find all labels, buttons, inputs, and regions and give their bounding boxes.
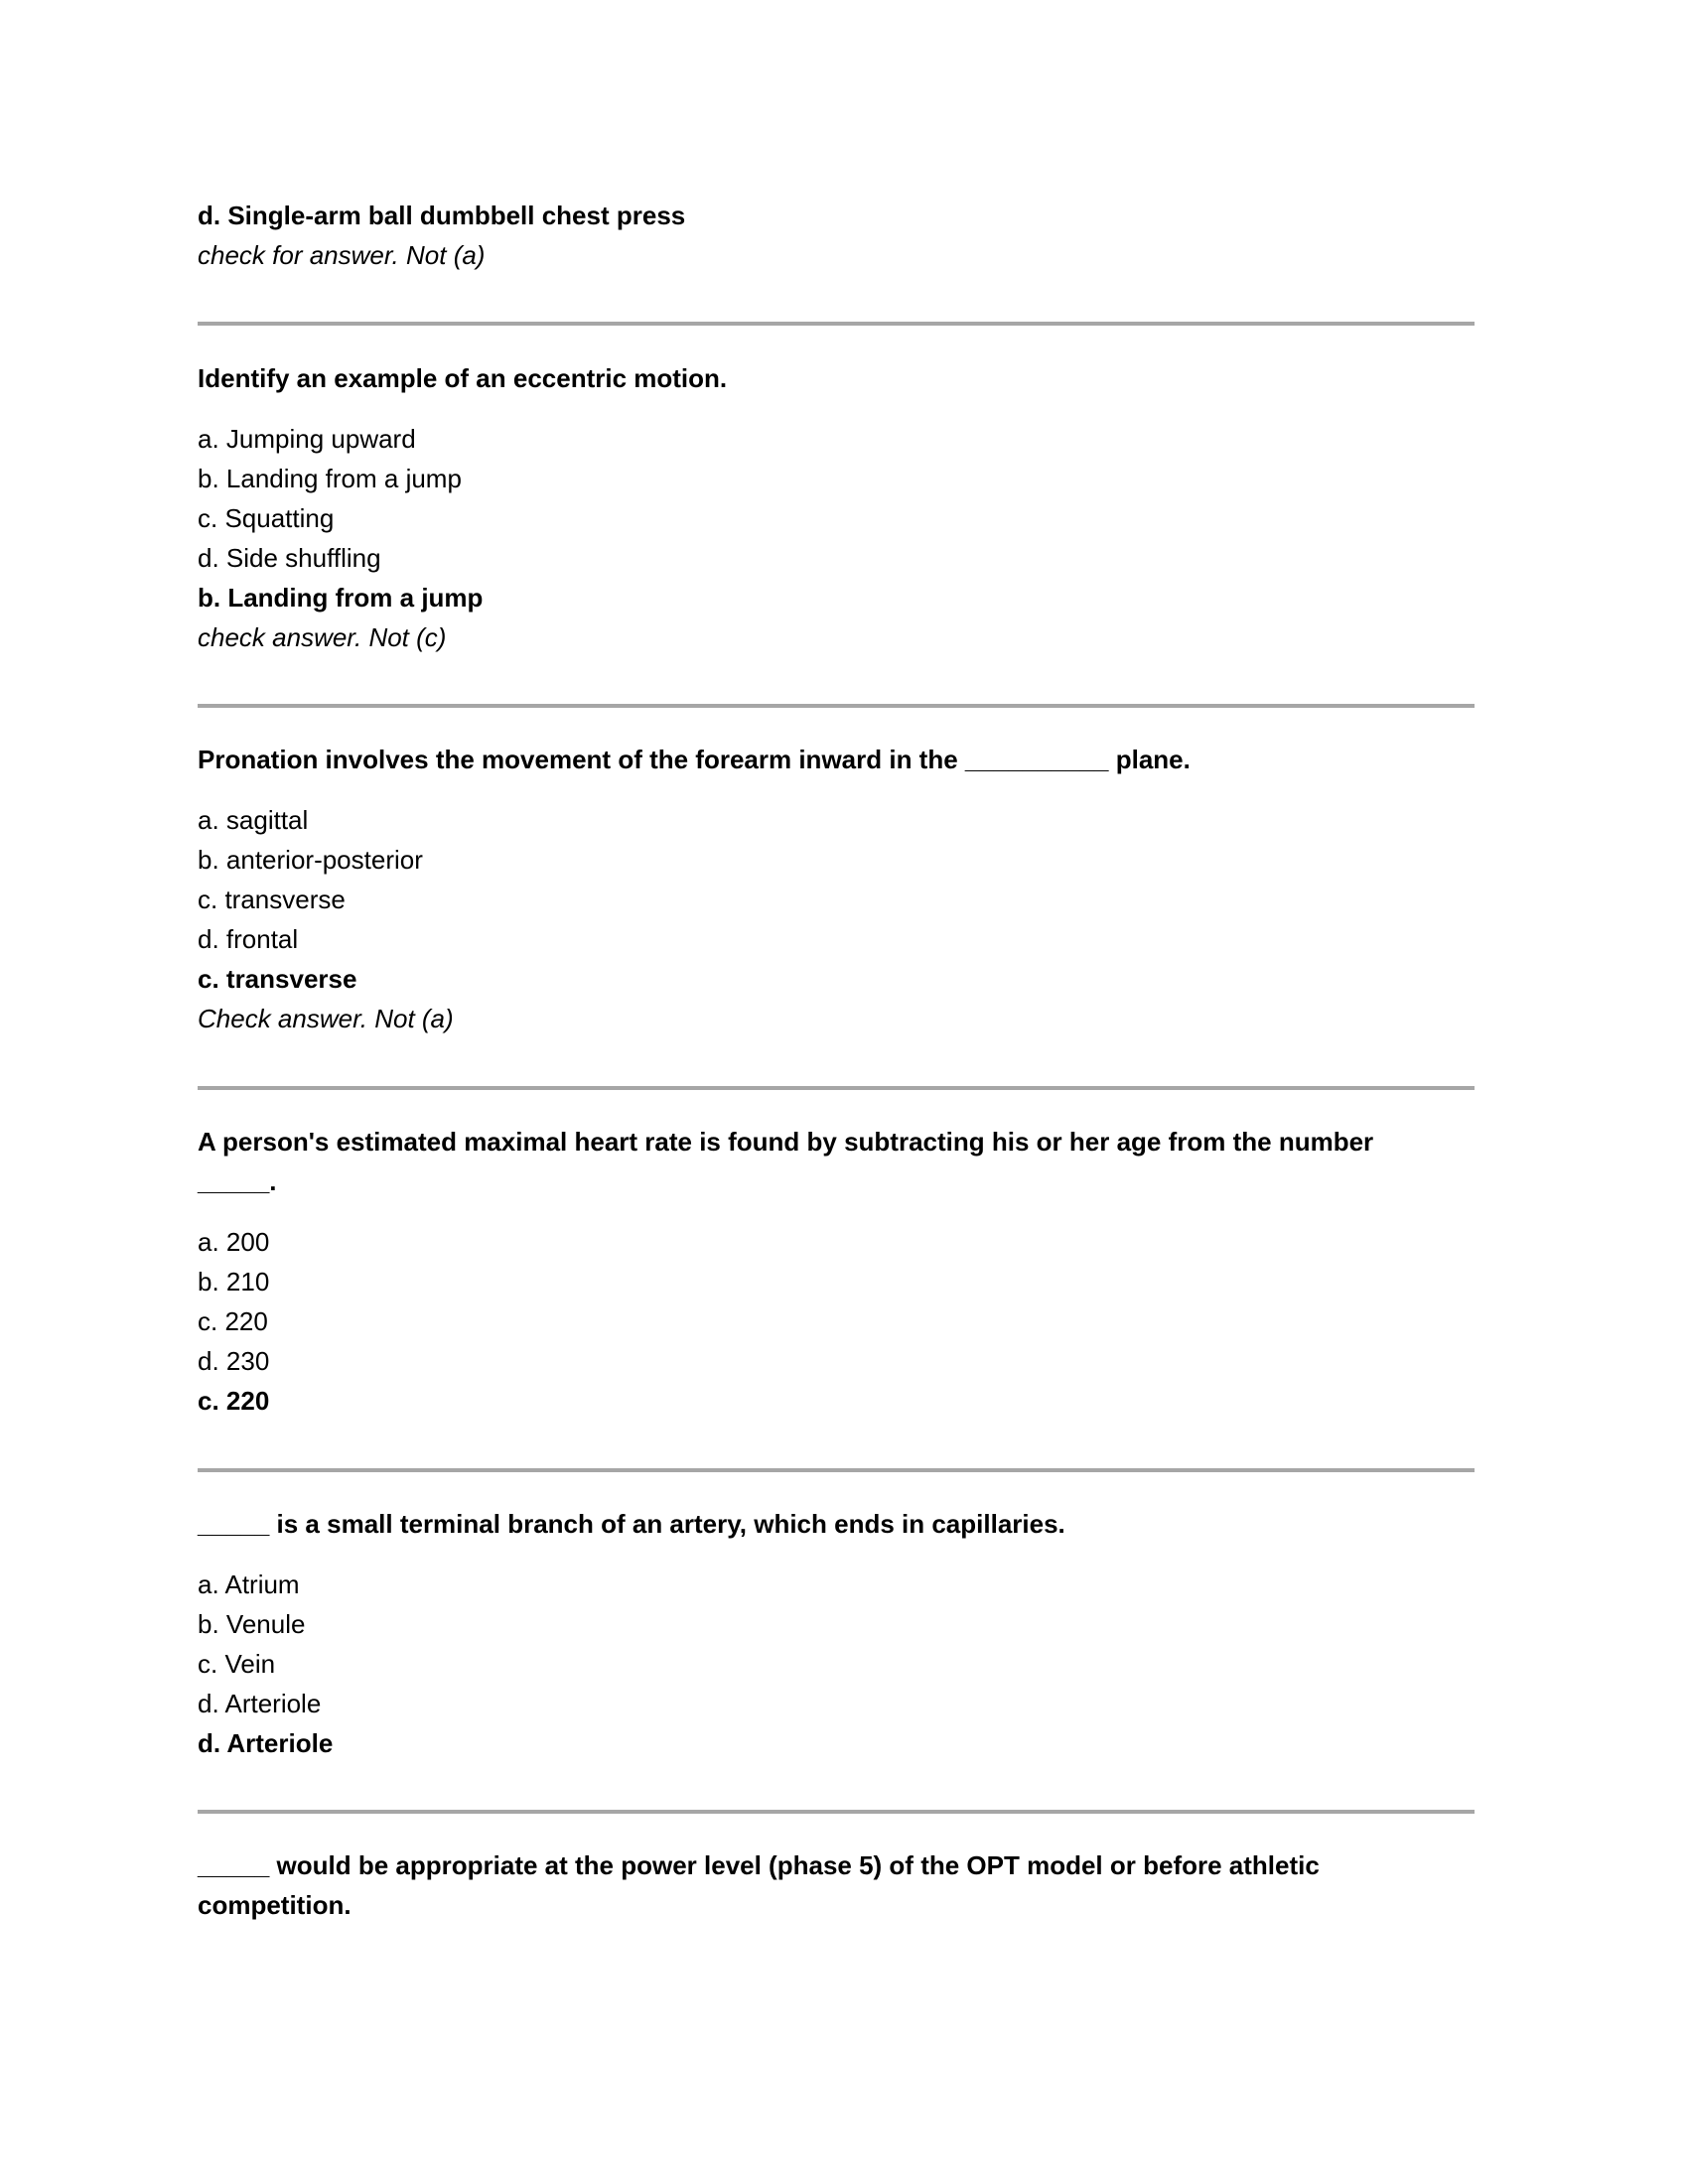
question-block-2 <box>198 740 1191 779</box>
divider <box>198 322 1475 326</box>
options-3 <box>198 1222 269 1421</box>
question-text-line: _____. <box>198 1166 277 1196</box>
correct-answer: b. Landing from a jump <box>198 583 484 613</box>
question-text: _____ is a small terminal branch of an artery, which ends in capillaries. <box>198 1509 1065 1539</box>
correct-answer: c. 220 <box>198 1386 270 1416</box>
option-d: d. frontal <box>198 924 299 954</box>
option-b: b. Venule <box>198 1609 306 1639</box>
question-block-1 <box>198 358 727 398</box>
option-b: b. 210 <box>198 1267 270 1297</box>
option-c: c. transverse <box>198 885 346 914</box>
option-a: a. 200 <box>198 1227 270 1257</box>
option-c: c. Vein <box>198 1649 276 1679</box>
correct-answer: c. transverse <box>198 964 357 994</box>
question-text-line: competition. <box>198 1890 352 1920</box>
correct-answer: d. Arteriole <box>198 1728 334 1758</box>
answer-note: check for answer. Not (a) <box>198 240 486 270</box>
question-block-0 <box>198 196 685 275</box>
option-b: b. anterior-posterior <box>198 845 423 875</box>
correct-answer: d. Single-arm ball dumbbell chest press <box>198 201 686 230</box>
options-2 <box>198 800 454 1038</box>
question-text: Identify an example of an eccentric motion. <box>198 363 728 393</box>
divider <box>198 704 1475 708</box>
question-block-3 <box>198 1122 1373 1201</box>
option-d: d. Arteriole <box>198 1689 322 1718</box>
question-text-line: _____ would be appropriate at the power level (phase 5) of the OPT model or before athletic <box>198 1850 1320 1880</box>
divider <box>198 1468 1475 1472</box>
option-a: a. Jumping upward <box>198 424 416 454</box>
question-text: Pronation involves the movement of the forearm inward in the __________ plane. <box>198 745 1191 774</box>
option-c: c. 220 <box>198 1306 268 1336</box>
question-text-line: A person's estimated maximal heart rate is found by subtracting his or her age from the number <box>198 1127 1374 1157</box>
option-d: d. 230 <box>198 1346 270 1376</box>
option-b: b. Landing from a jump <box>198 464 462 493</box>
option-d: d. Side shuffling <box>198 543 381 573</box>
question-block-4 <box>198 1504 1065 1544</box>
divider <box>198 1810 1475 1814</box>
question-block-5 <box>198 1845 1320 1925</box>
options-1 <box>198 419 483 657</box>
option-a: a. sagittal <box>198 805 309 835</box>
option-a: a. Atrium <box>198 1570 300 1599</box>
options-4 <box>198 1565 333 1763</box>
option-c: c. Squatting <box>198 503 335 533</box>
answer-note: Check answer. Not (a) <box>198 1004 454 1033</box>
divider <box>198 1086 1475 1090</box>
answer-note: check answer. Not (c) <box>198 622 447 652</box>
